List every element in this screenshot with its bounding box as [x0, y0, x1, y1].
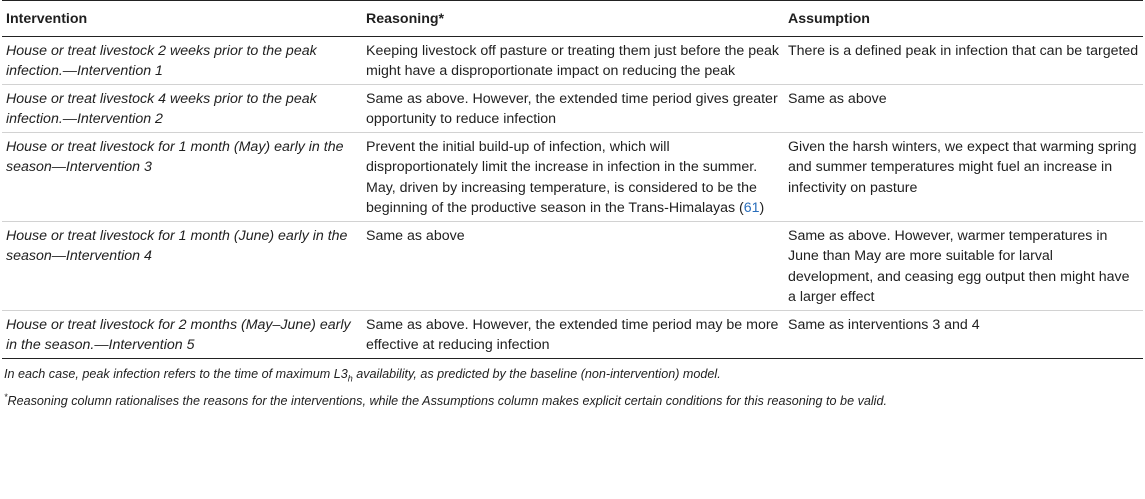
- reasoning-cell: Keeping livestock off pasture or treating them just before the peak might have a disproportionate impact on reducing the peak: [364, 36, 786, 84]
- intervention-cell: House or treat livestock for 1 month (June) early in the season—Intervention 4: [2, 221, 364, 310]
- header-intervention: Intervention: [2, 1, 364, 37]
- footnote-text: Reasoning column rationalises the reasons for the interventions, while the Assumptions column makes explicit certain conditions for this reasoning to be valid.: [7, 394, 887, 409]
- table-row: [2, 221, 1143, 310]
- intervention-cell: House or treat livestock for 1 month (May) early in the season—Intervention 3: [2, 132, 364, 221]
- assumption-cell: Same as interventions 3 and 4: [786, 310, 1143, 358]
- header-assumption: Assumption: [786, 1, 1143, 37]
- reasoning-cell: Same as above: [364, 221, 786, 310]
- intervention-cell: House or treat livestock for 2 months (May–June) early in the season.—Intervention 5: [2, 310, 364, 358]
- intervention-cell: House or treat livestock 2 weeks prior to the peak infection.—Intervention 1: [2, 36, 364, 84]
- intervention-cell: House or treat livestock 4 weeks prior to the peak infection.—Intervention 2: [2, 84, 364, 132]
- reasoning-text: Prevent the initial build-up of infection, which will disproportionately limit the increase in infection in the summer. May, driven by increasing temperature, is considered to be the beginning of the productive season in the Trans-Himalayas (: [366, 138, 758, 216]
- assumption-cell: Same as above: [786, 84, 1143, 132]
- table-row: [2, 36, 1143, 84]
- table-header: [2, 1, 1143, 37]
- footnote-asterisk: *: [4, 392, 8, 403]
- footnote-text: In each case, peak infection refers to the time of maximum L3: [4, 366, 348, 381]
- footnote-peak-infection: [4, 365, 1143, 389]
- reasoning-text-end: ): [759, 200, 765, 216]
- header-row: [2, 1, 1143, 37]
- header-reasoning: Reasoning*: [364, 1, 786, 37]
- assumption-cell: Given the harsh winters, we expect that warming spring and summer temperatures might fuel an increase in infectivity on pasture: [786, 132, 1143, 221]
- reasoning-cell: Same as above. However, the extended time period may be more effective at reducing infection: [364, 310, 786, 358]
- table-row: [2, 84, 1143, 132]
- interventions-table: [2, 0, 1143, 359]
- reasoning-cell: Same as above. However, the extended time period gives greater opportunity to reduce infection: [364, 84, 786, 132]
- citation-link[interactable]: 61: [743, 200, 760, 216]
- assumption-cell: There is a defined peak in infection that can be targeted: [786, 36, 1143, 84]
- footnote-subscript: h: [347, 373, 353, 384]
- footnote-text-end: availability, as predicted by the baseline (non-intervention) model.: [352, 366, 721, 381]
- table-row: [2, 310, 1143, 358]
- table-row: [2, 132, 1143, 221]
- table-footnotes: [2, 365, 1143, 412]
- assumption-cell: Same as above. However, warmer temperatures in June than May are more suitable for larval development, and ceasing egg output then might have a larger effect: [786, 221, 1143, 310]
- footnote-reasoning: [4, 388, 1143, 411]
- reasoning-cell: [364, 132, 786, 221]
- table-body: [2, 36, 1143, 358]
